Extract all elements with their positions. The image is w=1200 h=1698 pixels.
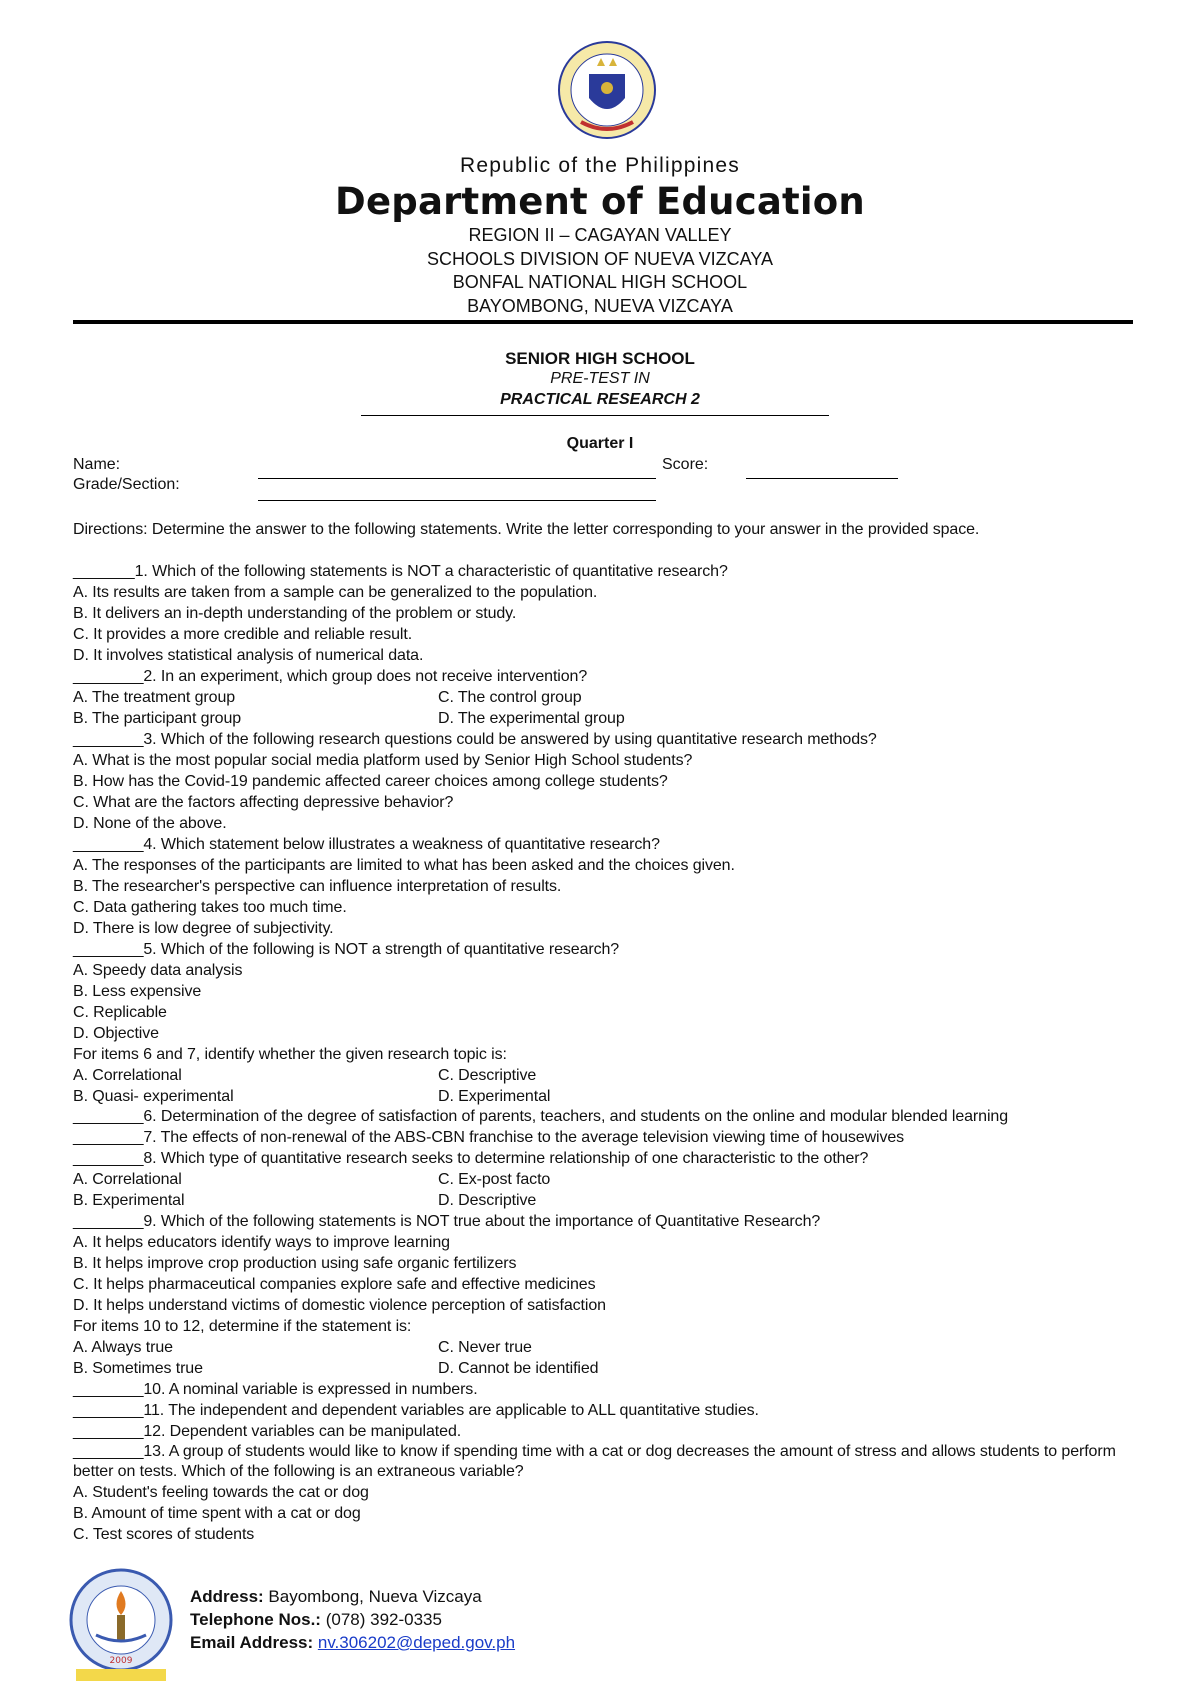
option-d: D. The experimental group — [438, 710, 625, 727]
region-line: REGION II – CAGAYAN VALLEY — [468, 225, 732, 245]
question-2: ________2. In an experiment, which group does not receive intervention? — [73, 668, 588, 685]
question-1: _______1. Which of the following statements is NOT a characteristic of quantitative research? — [73, 563, 728, 580]
option-line: B. Less expensive — [73, 983, 202, 1000]
quarter-heading: Quarter I — [566, 435, 634, 452]
division-line: SCHOOLS DIVISION OF NUEVA VIZCAYA — [426, 248, 774, 269]
option-c: C. Ex-post facto — [438, 1171, 551, 1188]
question-10: ________10. A nominal variable is expressed in numbers. — [73, 1381, 478, 1398]
question-body — [73, 519, 1133, 1545]
option-line: C. Replicable — [73, 1004, 167, 1021]
option-line: C. Data gathering takes too much time. — [73, 899, 347, 916]
option-row — [73, 708, 1133, 729]
logo-year: 2009 — [109, 1656, 133, 1666]
option-line: A. Student's feeling towards the cat or dog — [73, 1484, 369, 1501]
question-9: ________9. Which of the following statements is NOT true about the importance of Quantitative Research? — [73, 1213, 821, 1230]
pretest-heading: PRE-TEST IN — [550, 370, 650, 387]
option-row — [73, 1065, 1133, 1086]
option-line: C. What are the factors affecting depressive behavior? — [73, 794, 454, 811]
option-line: B. The researcher's perspective can influence interpretation of results. — [73, 878, 562, 895]
option-line: B. It helps improve crop production using safe organic fertilizers — [73, 1255, 517, 1272]
question-12: ________12. Dependent variables can be manipulated. — [73, 1423, 462, 1440]
option-c: C. Descriptive — [438, 1067, 537, 1084]
option-line: C. It helps pharmaceutical companies explore safe and effective medicines — [73, 1276, 596, 1293]
department-title: Department of Education — [335, 180, 865, 223]
option-line: D. It involves statistical analysis of numerical data. — [73, 647, 424, 664]
header-divider — [73, 320, 1133, 324]
subject-heading: PRACTICAL RESEARCH 2 — [500, 391, 700, 408]
option-a: A. Correlational — [73, 1171, 182, 1188]
option-line: B. How has the Covid-19 pandemic affected career choices among college students? — [73, 773, 668, 790]
score-input-line[interactable] — [746, 478, 898, 479]
option-d: D. Descriptive — [438, 1192, 537, 1209]
school-logo — [66, 1565, 176, 1683]
name-input-line[interactable] — [258, 478, 656, 479]
question-3: ________3. Which of the following research questions could be answered by using quantitative research methods? — [73, 731, 877, 748]
grade-section-input-line[interactable] — [258, 500, 656, 501]
address-label: Address: — [190, 1587, 269, 1606]
telephone-label: Telephone Nos.: — [190, 1610, 326, 1629]
option-d: D. Cannot be identified — [438, 1360, 599, 1377]
grade-section-label: Grade/Section: — [73, 476, 180, 493]
option-b: B. The participant group — [73, 710, 242, 727]
option-b: B. Experimental — [73, 1192, 185, 1209]
name-label: Name: — [73, 456, 121, 473]
location-line: BAYOMBONG, NUEVA VIZCAYA — [467, 295, 733, 316]
question-11: ________11. The independent and dependent variables are applicable to ALL quantitative studies. — [73, 1402, 759, 1419]
email-label: Email Address: — [190, 1633, 318, 1652]
spacer — [73, 540, 1133, 561]
option-a: A. Always true — [73, 1339, 173, 1356]
option-line: D. Objective — [73, 1025, 159, 1042]
header-address-lines — [0, 224, 1200, 318]
telephone-value: (078) 392-0335 — [325, 1610, 442, 1629]
items-6-7-instruction: For items 6 and 7, identify whether the given research topic is: — [73, 1046, 507, 1063]
option-line: D. It helps understand victims of domestic violence perception of satisfaction — [73, 1297, 606, 1314]
footer-email — [190, 1631, 515, 1654]
option-b: B. Quasi- experimental — [73, 1088, 234, 1105]
footer-address — [190, 1585, 515, 1608]
option-line: A. Its results are taken from a sample can be generalized to the population. — [73, 584, 598, 601]
option-line: C. It provides a more credible and reliable result. — [73, 626, 413, 643]
directions: Directions: Determine the answer to the following statements. Write the letter corresponding to your answer in the provided space. — [73, 521, 980, 538]
option-row — [73, 1337, 1133, 1358]
email-link[interactable]: nv.306202@deped.gov.ph — [317, 1633, 516, 1652]
option-row — [73, 1190, 1133, 1211]
option-row — [73, 1169, 1133, 1190]
subject-underline — [361, 415, 829, 416]
option-c: C. The control group — [438, 689, 582, 706]
option-a: A. Correlational — [73, 1067, 182, 1084]
option-line: B. Amount of time spent with a cat or dog — [73, 1505, 361, 1522]
option-d: D. Experimental — [438, 1088, 551, 1105]
option-row — [73, 1086, 1133, 1107]
footer-telephone — [190, 1608, 515, 1631]
question-13: ________13. A group of students would like to know if spending time with a cat or dog decreases the amount of stress and allows students to perform better on tests. Which of the following is an extraneous variable? — [73, 1443, 1116, 1480]
question-5: ________5. Which of the following is NOT a strength of quantitative research? — [73, 941, 620, 958]
option-line: B. It delivers an in-depth understanding of the problem or study. — [73, 605, 517, 622]
option-line: D. There is low degree of subjectivity. — [73, 920, 334, 937]
option-line: D. None of the above. — [73, 815, 227, 832]
question-6: ________6. Determination of the degree of satisfaction of parents, teachers, and students on the online and modular blended learning — [73, 1108, 1009, 1125]
option-line: A. The responses of the participants are limited to what has been asked and the choices given. — [73, 857, 735, 874]
deped-seal-logo — [557, 36, 657, 144]
school-footer — [190, 1585, 515, 1654]
level-heading: SENIOR HIGH SCHOOL — [505, 349, 695, 368]
option-line: A. What is the most popular social media platform used by Senior High School students? — [73, 752, 693, 769]
republic-heading: Republic of the Philippines — [460, 154, 740, 177]
option-line: A. It helps educators identify ways to improve learning — [73, 1234, 450, 1251]
option-row — [73, 687, 1133, 708]
question-7: ________7. The effects of non-renewal of the ABS-CBN franchise to the average television viewing time of housewives — [73, 1129, 905, 1146]
option-line: A. Speedy data analysis — [73, 962, 243, 979]
option-b: B. Sometimes true — [73, 1360, 203, 1377]
option-line: C. Test scores of students — [73, 1526, 255, 1543]
option-row — [73, 1358, 1133, 1379]
score-label: Score: — [662, 456, 709, 473]
address-value: Bayombong, Nueva Vizcaya — [268, 1587, 482, 1606]
option-c: C. Never true — [438, 1339, 532, 1356]
option-a: A. The treatment group — [73, 689, 236, 706]
question-4: ________4. Which statement below illustrates a weakness of quantitative research? — [73, 836, 660, 853]
question-8: ________8. Which type of quantitative research seeks to determine relationship of one characteristic to the other? — [73, 1150, 869, 1167]
school-line: BONFAL NATIONAL HIGH SCHOOL — [452, 272, 748, 292]
items-10-12-instruction: For items 10 to 12, determine if the statement is: — [73, 1318, 412, 1335]
